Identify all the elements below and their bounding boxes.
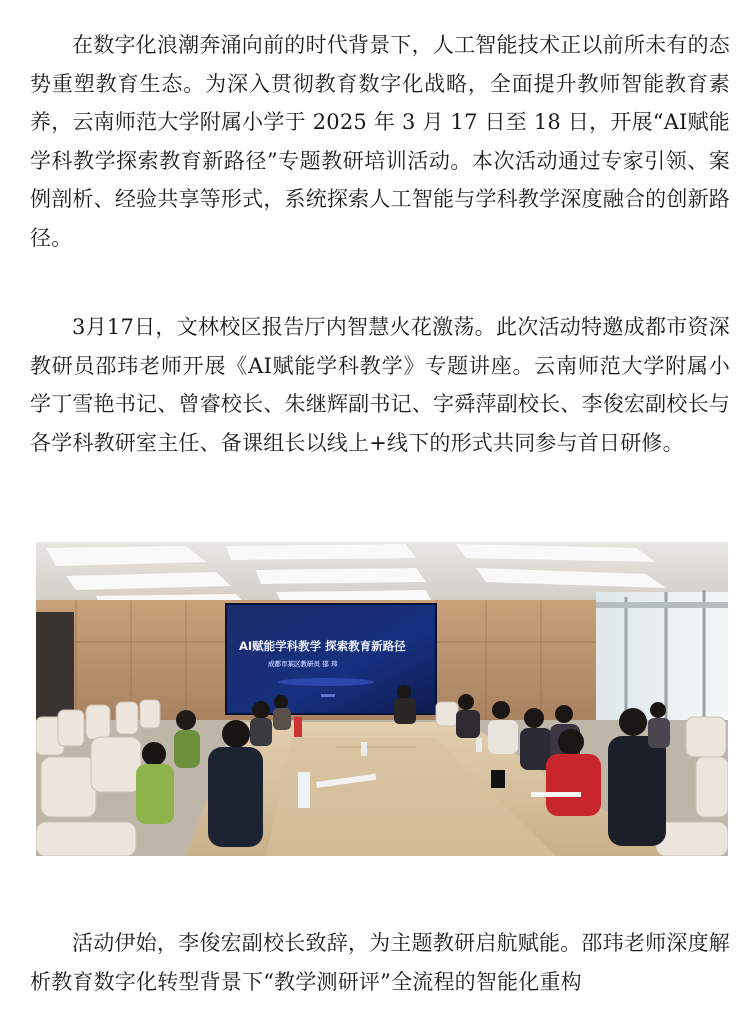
screen-subtitle: 成都市某区教研员 邵 玮 (268, 660, 338, 668)
paragraph-lecture: 3月17日，文林校区报告厅内智慧火花激荡。此次活动特邀成都市资深教研员邵玮老师开展《AI赋能学科教学》专题讲座。云南师范大学附属小学丁雪艳书记、曾睿校长、朱继辉副书记、字舜萍副校长、李俊宏副校长与各学科教研室主任、备课组长以线上+线下的形式共同参与首日研修。 (30, 315, 730, 455)
paragraph-opening: 活动伊始，李俊宏副校长致辞，为主题教研启航赋能。邵玮老师深度解析教育数字化转型背景下“教学测研评”全流程的智能化重构 (30, 931, 730, 994)
paragraph-intro: 在数字化浪潮奔涌向前的时代背景下，人工智能技术正以前所未有的态势重塑教育生态。为深入贯彻教育数字化战略，全面提升教师智能教育素养，云南师范大学附属小学于 2025 年 3 月 17 日至 18 日，开展“AI赋能学科教学探索教育新路径”专题教研培训活动。本次活动通过专家引领、案例剖析、经验共享等形式，系统探索人工智能与学科教学深度融合的创新路径。 (30, 33, 730, 250)
meeting-photo (36, 542, 728, 856)
screen-title: AI赋能学科教学 探索教育新路径 (239, 639, 406, 653)
